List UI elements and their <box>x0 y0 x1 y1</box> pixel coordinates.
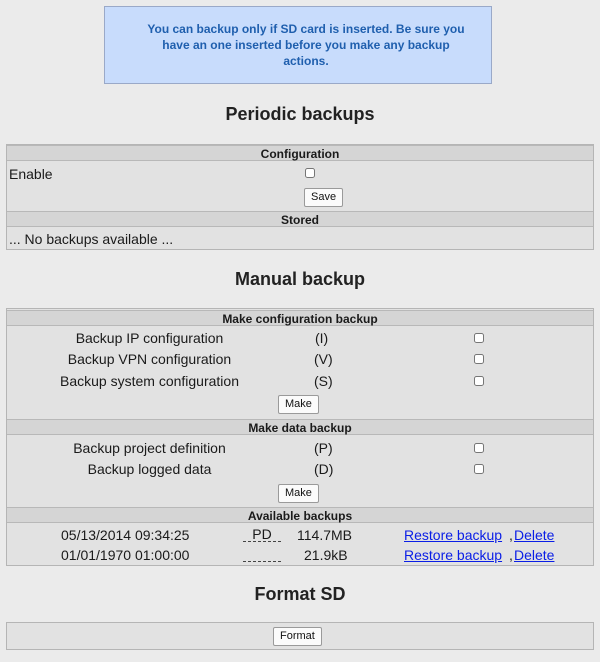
backup-ip-checkbox[interactable] <box>474 333 484 343</box>
backup-project-code: (P) <box>314 440 333 456</box>
backup-system-code: (S) <box>314 373 333 389</box>
backup-ip-code: (I) <box>315 330 329 346</box>
backup-flags: PD <box>243 527 281 542</box>
format-button[interactable]: Format <box>273 627 322 646</box>
backup-system-label: Backup system configuration <box>60 373 239 389</box>
backup-logged-label: Backup logged data <box>87 461 212 477</box>
backup-date: 05/13/2014 09:34:25 <box>61 527 190 543</box>
manual-backup-panel <box>6 308 594 566</box>
data-backup-header: Make data backup <box>7 419 593 435</box>
config-backup-header: Make configuration backup <box>7 310 593 326</box>
backup-size: 114.7MB <box>297 527 352 543</box>
backup-vpn-checkbox[interactable] <box>474 354 484 364</box>
format-sd-panel <box>6 622 594 650</box>
link-separator: , <box>509 547 513 563</box>
backup-vpn-code: (V) <box>314 351 333 367</box>
backup-system-checkbox[interactable] <box>474 376 484 386</box>
no-backups-text: ... No backups available ... <box>9 231 174 247</box>
sd-card-notice-text: You can backup only if SD card is inserted. Be sure you have an one inserted before you make any backup actions. <box>147 22 465 68</box>
backup-ip-label: Backup IP configuration <box>75 330 224 346</box>
make-config-backup-button[interactable]: Make <box>278 395 319 414</box>
enable-checkbox[interactable] <box>305 168 315 178</box>
restore-backup-link[interactable]: Restore backup <box>404 547 503 563</box>
format-sd-title: Format SD <box>254 584 346 604</box>
save-button[interactable]: Save <box>304 188 343 207</box>
backup-size: 21.9kB <box>304 547 348 563</box>
stored-header: Stored <box>7 211 593 227</box>
delete-backup-link[interactable]: Delete <box>514 527 555 543</box>
periodic-backups-panel <box>6 144 594 250</box>
link-separator: , <box>509 527 513 543</box>
periodic-backups-title: Periodic backups <box>225 104 375 124</box>
restore-backup-link[interactable]: Restore backup <box>404 527 503 543</box>
available-backups-header: Available backups <box>7 507 593 523</box>
configuration-header: Configuration <box>7 145 593 161</box>
backup-vpn-label: Backup VPN configuration <box>67 351 232 367</box>
backup-flags <box>243 547 281 562</box>
enable-label: Enable <box>9 166 53 182</box>
sd-card-notice <box>104 6 492 84</box>
backup-logged-checkbox[interactable] <box>474 464 484 474</box>
manual-backup-title: Manual backup <box>234 269 366 289</box>
backup-project-label: Backup project definition <box>73 440 226 456</box>
backup-project-checkbox[interactable] <box>474 443 484 453</box>
make-data-backup-button[interactable]: Make <box>278 484 319 503</box>
backup-date: 01/01/1970 01:00:00 <box>61 547 190 563</box>
delete-backup-link[interactable]: Delete <box>514 547 555 563</box>
backup-logged-code: (D) <box>314 461 334 477</box>
